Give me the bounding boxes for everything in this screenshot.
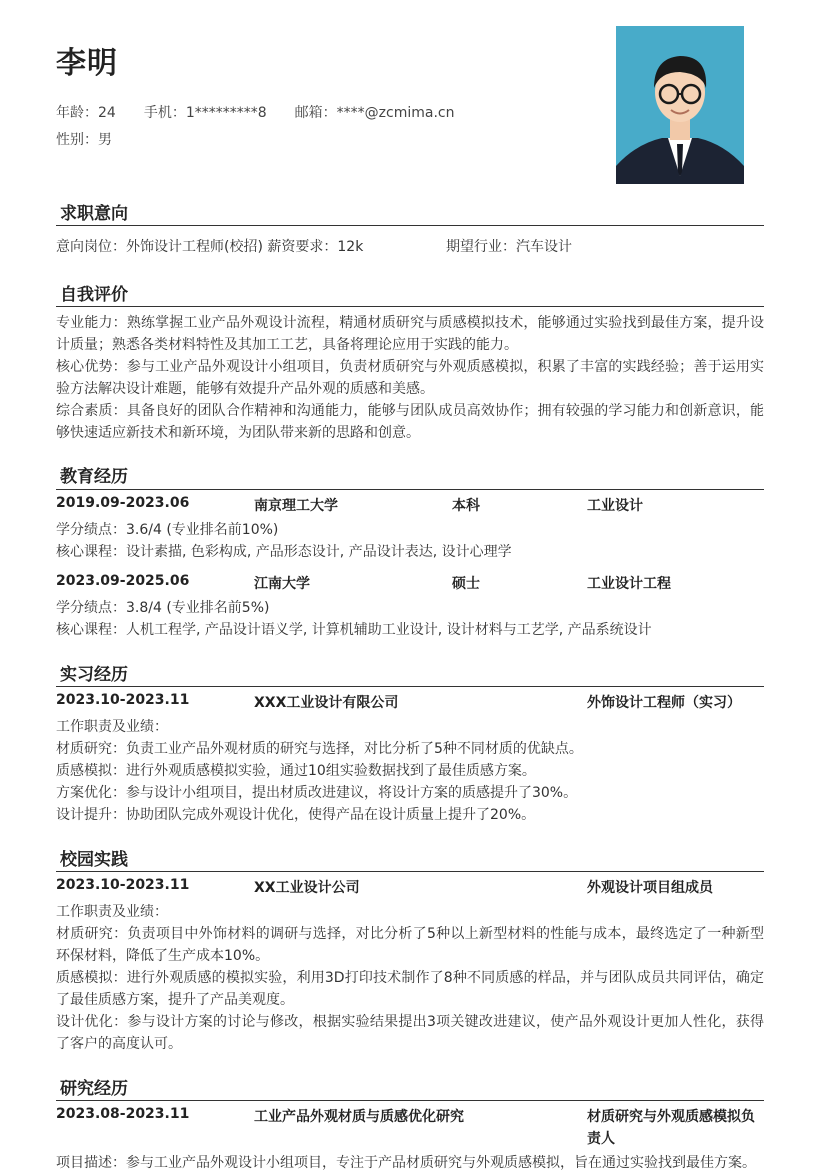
email-value: ****@zcmima.cn <box>336 105 455 121</box>
campus-title: 校园实践 <box>60 850 128 870</box>
salary-label: 薪资要求： <box>267 239 338 255</box>
internship-header <box>56 692 764 714</box>
section-divider <box>56 489 764 490</box>
section-divider <box>56 871 764 872</box>
internship-line: 材质研究：负责工业产品外观材质的研究与选择，对比分析了5种不同材质的优缺点。 <box>56 741 583 757</box>
internship-line: 工作职责及业绩： <box>56 719 168 735</box>
edu-courses: 核心课程：人机工程学, 产品设计语义学, 计算机辅助工业设计, 设计材料与工艺学, 产品系统设计 <box>56 622 652 638</box>
age-field <box>56 102 116 122</box>
internship-period: 2023.10-2023.11 <box>56 692 190 708</box>
internship-line: 设计提升：协助团队完成外观设计优化，使得产品在设计质量上提升了20%。 <box>56 807 536 823</box>
campus-period: 2023.10-2023.11 <box>56 877 190 893</box>
edu-period: 2019.09-2023.06 <box>56 495 190 511</box>
profile-photo <box>616 26 744 184</box>
edu-courses: 核心课程：设计素描, 色彩构成, 产品形态设计, 产品设计表达, 设计心理学 <box>56 544 512 560</box>
internship-company: XXX工业设计有限公司 <box>254 695 399 711</box>
self-eval-title: 自我评价 <box>60 285 128 305</box>
self-eval-paragraph: 综合素质：具备良好的团队合作精神和沟通能力，能够与团队成员高效协作；拥有较强的学习能力和创新意识，能够快速适应新技术和新环境，为团队带来新的思路和创意。 <box>56 403 764 441</box>
section-divider <box>56 225 764 226</box>
edu-degree: 本科 <box>452 498 480 514</box>
campus-line: 材质研究：负责项目中外饰材料的调研与选择，对比分析了5种以上新型材料的性能与成本，最终选定了一种新型环保材料，降低了生产成本10%。 <box>56 926 764 964</box>
campus-line: 工作职责及业绩： <box>56 904 168 920</box>
research-desc: 项目描述：参与工业产品外观设计小组项目，专注于产品材质研究与外观质感模拟，旨在通过实验找到最佳方案。 <box>56 1155 756 1171</box>
campus-role: 外观设计项目组成员 <box>587 880 713 896</box>
research-header <box>56 1106 764 1150</box>
education-title: 教育经历 <box>60 467 128 487</box>
internship-role: 外饰设计工程师（实习） <box>587 695 741 711</box>
phone-field <box>144 102 267 122</box>
campus-company: XX工业设计公司 <box>254 880 360 896</box>
internship-line: 质感模拟：进行外观质感模拟实验，通过10组实验数据找到了最佳质感方案。 <box>56 763 536 779</box>
research-title: 研究经历 <box>60 1079 128 1099</box>
phone-value: 1*********8 <box>185 105 267 121</box>
gender-value: 男 <box>98 132 112 148</box>
phone-label: 手机： <box>143 105 186 121</box>
email-field <box>295 102 455 122</box>
age-label: 年龄： <box>56 105 98 121</box>
industry-value: 汽车设计 <box>516 239 572 255</box>
research-role: 材质研究与外观质感模拟负责人 <box>587 1109 755 1147</box>
position-label: 意向岗位： <box>56 239 126 255</box>
edu-school: 江南大学 <box>254 576 310 592</box>
industry-field <box>446 236 572 258</box>
section-divider <box>56 306 764 307</box>
contact-row <box>56 102 482 122</box>
gender-row <box>56 129 140 149</box>
section-divider <box>56 1100 764 1101</box>
industry-label: 期望行业： <box>446 239 516 255</box>
portrait-illustration <box>616 26 744 184</box>
salary-value: 12k <box>337 239 364 255</box>
edu-school: 南京理工大学 <box>254 498 338 514</box>
research-period: 2023.08-2023.11 <box>56 1106 190 1122</box>
edu-major: 工业设计工程 <box>587 576 671 592</box>
candidate-name: 李明 <box>56 46 118 81</box>
intent-title: 求职意向 <box>60 204 128 224</box>
campus-header <box>56 877 764 899</box>
education-entry-header <box>56 573 764 595</box>
gender-field <box>56 129 112 149</box>
education-entry-header <box>56 495 764 517</box>
internship-line: 方案优化：参与设计小组项目，提出材质改进建议，将设计方案的质感提升了30%。 <box>56 785 578 801</box>
intent-row <box>56 236 764 258</box>
edu-period: 2023.09-2025.06 <box>56 573 190 589</box>
email-label: 邮箱： <box>294 105 337 121</box>
edu-gpa: 学分绩点：3.8/4 (专业排名前5%) <box>56 600 270 616</box>
internship-title: 实习经历 <box>60 665 128 685</box>
research-project: 工业产品外观材质与质感优化研究 <box>254 1109 464 1125</box>
position-value: 外饰设计工程师(校招) <box>126 239 263 255</box>
edu-major: 工业设计 <box>587 498 643 514</box>
campus-line: 设计优化：参与设计方案的讨论与修改，根据实验结果提出3项关键改进建议，使产品外观设计更加人性化，获得了客户的高度认可。 <box>56 1014 764 1052</box>
self-eval-paragraph: 专业能力：熟练掌握工业产品外观设计流程，精通材质研究与质感模拟技术，能够通过实验找到最佳方案，提升设计质量；熟悉各类材料特性及其加工工艺，具备将理论应用于实践的能力。 <box>56 315 764 353</box>
gender-label: 性别： <box>56 132 98 148</box>
edu-gpa: 学分绩点：3.6/4 (专业排名前10%) <box>56 522 279 538</box>
self-eval-paragraph: 核心优势：参与工业产品外观设计小组项目，负责材质研究与外观质感模拟，积累了丰富的实践经验；善于运用实验方法解决设计难题，能够有效提升产品外观的质感和美感。 <box>56 359 764 397</box>
section-divider <box>56 686 764 687</box>
edu-degree: 硕士 <box>452 576 480 592</box>
age-value: 24 <box>98 105 116 121</box>
campus-line: 质感模拟：进行外观质感的模拟实验，利用3D打印技术制作了8种不同质感的样品，并与团队成员共同评估，确定了最佳质感方案，提升了产品美观度。 <box>56 970 764 1008</box>
